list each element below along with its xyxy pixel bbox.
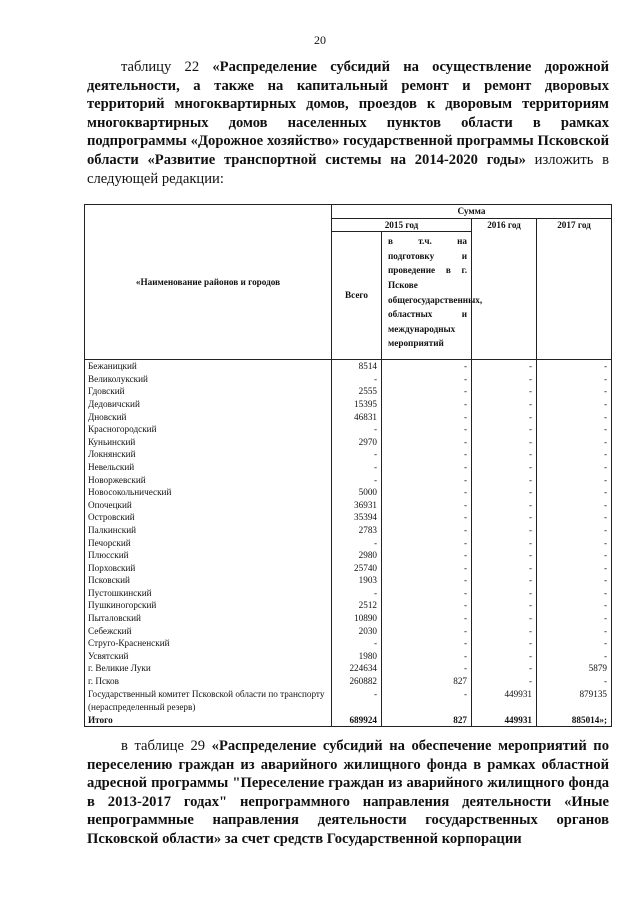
total-2015: 5000 (332, 486, 382, 499)
total-2015: - (332, 423, 382, 436)
value-2016: - (472, 385, 537, 398)
paragraph-tail: изложить в следующей редакции: (87, 151, 610, 187)
value-2017: - (537, 549, 612, 562)
value-2016: - (472, 373, 537, 386)
incl-events-2015: - (382, 549, 472, 562)
value-2016: - (472, 411, 537, 424)
district-name: Псковский (85, 574, 332, 587)
table-row (85, 411, 612, 424)
table-row (85, 524, 612, 537)
value-2017: - (537, 587, 612, 600)
total-2015: 1903 (332, 574, 382, 587)
header-name-column: «Наименование районов и городов (85, 205, 332, 360)
table-row (85, 511, 612, 524)
total-2015: 46831 (332, 411, 382, 424)
table-row (85, 625, 612, 638)
header-incl-events: в т.ч. на подготовку и проведение в г. Пскове общегосударственных, областных и международных мероприятий (382, 232, 472, 360)
total-2015: - (332, 461, 382, 474)
incl-events-2015: - (382, 423, 472, 436)
value-2017: - (537, 625, 612, 638)
table-row (85, 599, 612, 612)
value-2016: - (472, 650, 537, 663)
value-2017: - (537, 511, 612, 524)
subsidy-table (84, 204, 612, 727)
district-name: Струго-Красненский (85, 637, 332, 650)
value-2017: - (537, 499, 612, 512)
incl-events-2015: - (382, 436, 472, 449)
table-22-title: «Распределение субсидий на осуществление дорожной деятельности, а также на капитальный ремонт и ремонт дворовых территорий многоквартирных домов, проездов к дворовым территориям многоквартирных домов населенных пунктов области в рамках подпрограммы «Дорожное хозяйство» государственной программы Псковской области «Развитие транспортной системы на 2014-2020 годы» (87, 59, 609, 168)
value-2017: 5879 (537, 662, 612, 675)
total-2015: 689924 (332, 714, 382, 727)
total-2015: 10890 (332, 612, 382, 625)
value-2016: 449931 (472, 688, 537, 714)
header-year-2015: 2015 год (332, 218, 472, 232)
incl-events-2015: - (382, 662, 472, 675)
value-2016: - (472, 423, 537, 436)
table-row (85, 474, 612, 487)
value-2016: - (472, 587, 537, 600)
value-2016: - (472, 549, 537, 562)
table-row (85, 448, 612, 461)
district-name: Опочецкий (85, 499, 332, 512)
value-2016: - (472, 625, 537, 638)
value-2016: - (472, 637, 537, 650)
total-2015: - (332, 537, 382, 550)
value-2017: - (537, 537, 612, 550)
value-2017: - (537, 574, 612, 587)
paragraph-table-29 (87, 737, 609, 849)
total-2015: 25740 (332, 562, 382, 575)
table-row (85, 385, 612, 398)
district-name: Островский (85, 511, 332, 524)
table-row (85, 499, 612, 512)
district-name: Красногородский (85, 423, 332, 436)
district-name: Невельский (85, 461, 332, 474)
incl-events-2015: - (382, 612, 472, 625)
incl-events-2015: - (382, 461, 472, 474)
district-name: Порховский (85, 562, 332, 575)
district-name: Великолукский (85, 373, 332, 386)
value-2016: - (472, 662, 537, 675)
incl-events-2015: - (382, 360, 472, 373)
total-2015: 2970 (332, 436, 382, 449)
value-2016: - (472, 562, 537, 575)
value-2016: - (472, 675, 537, 688)
total-2015: - (332, 688, 382, 714)
paragraph-intro: в таблице 29 (121, 738, 212, 754)
value-2016: 449931 (472, 714, 537, 727)
value-2017: - (537, 423, 612, 436)
incl-events-2015: - (382, 411, 472, 424)
table-row (85, 537, 612, 550)
total-2015: - (332, 448, 382, 461)
value-2017: - (537, 411, 612, 424)
table-row (85, 688, 612, 714)
table-row (85, 461, 612, 474)
total-2015: 224634 (332, 662, 382, 675)
district-name: Дновский (85, 411, 332, 424)
district-name: Локнянский (85, 448, 332, 461)
value-2017: 885014»; (537, 714, 612, 727)
table-row (85, 662, 612, 675)
table-row (85, 373, 612, 386)
value-2016: - (472, 524, 537, 537)
table-row (85, 436, 612, 449)
district-name: Пушкиногорский (85, 599, 332, 612)
incl-events-2015: - (382, 650, 472, 663)
district-name: Себежский (85, 625, 332, 638)
table-row (85, 360, 612, 373)
value-2017: - (537, 486, 612, 499)
table-row (85, 574, 612, 587)
district-name: Печорский (85, 537, 332, 550)
incl-events-2015: - (382, 499, 472, 512)
total-2015: - (332, 474, 382, 487)
incl-events-2015: - (382, 474, 472, 487)
table-row (85, 612, 612, 625)
total-2015: - (332, 373, 382, 386)
total-2015: 1980 (332, 650, 382, 663)
value-2016: - (472, 436, 537, 449)
value-2016: - (472, 511, 537, 524)
district-name: Государственный комитет Псковской области по транспорту (нераспределенный резерв) (85, 688, 332, 714)
incl-events-2015: - (382, 688, 472, 714)
district-name: г. Псков (85, 675, 332, 688)
value-2016: - (472, 599, 537, 612)
value-2016: - (472, 499, 537, 512)
value-2017: - (537, 637, 612, 650)
incl-events-2015: - (382, 574, 472, 587)
incl-events-2015: - (382, 599, 472, 612)
table-row (85, 562, 612, 575)
incl-events-2015: 827 (382, 675, 472, 688)
value-2017: - (537, 373, 612, 386)
table-row (85, 398, 612, 411)
value-2016: - (472, 360, 537, 373)
table-row (85, 650, 612, 663)
incl-events-2015: - (382, 448, 472, 461)
table-body (85, 360, 612, 727)
district-name: Палкинский (85, 524, 332, 537)
incl-events-2015: - (382, 562, 472, 575)
paragraph-table-22 (87, 58, 609, 188)
incl-events-2015: - (382, 486, 472, 499)
table-29-title: «Распределение субсидий на обеспечение мероприятий по переселению граждан из аварийного жилищного фонда в рамках областной адресной программы "Переселение граждан из аварийного жилищного фонда в 2013-2017 годах" непрограммного направления деятельности «Иные непрограммные направления деятельности государственных органов Псковской области» за счет средств Государственной корпорации (87, 738, 610, 847)
header-sum: Сумма (332, 205, 612, 219)
incl-events-2015: - (382, 524, 472, 537)
value-2016: - (472, 537, 537, 550)
total-2015: 2512 (332, 599, 382, 612)
total-2015: 15395 (332, 398, 382, 411)
district-name: Плюсский (85, 549, 332, 562)
value-2016: - (472, 574, 537, 587)
district-name: Новосокольнический (85, 486, 332, 499)
total-2015: 36931 (332, 499, 382, 512)
incl-events-2015: - (382, 511, 472, 524)
value-2017: - (537, 360, 612, 373)
table-row (85, 587, 612, 600)
district-name: Новоржевский (85, 474, 332, 487)
incl-events-2015: - (382, 625, 472, 638)
value-2017: - (537, 612, 612, 625)
incl-events-2015: - (382, 385, 472, 398)
incl-events-2015: - (382, 537, 472, 550)
value-2017: - (537, 436, 612, 449)
total-2015: 2555 (332, 385, 382, 398)
value-2016: - (472, 474, 537, 487)
header-year-2017: 2017 год (537, 218, 612, 360)
district-name: Пыталовский (85, 612, 332, 625)
district-name: Пустошкинский (85, 587, 332, 600)
incl-events-2015: - (382, 398, 472, 411)
district-name: Итого (85, 714, 332, 727)
incl-events-2015: - (382, 637, 472, 650)
value-2017: - (537, 385, 612, 398)
district-name: Бежаницкий (85, 360, 332, 373)
incl-events-2015: - (382, 587, 472, 600)
value-2016: - (472, 461, 537, 474)
table-total-row (85, 714, 612, 727)
value-2016: - (472, 486, 537, 499)
header-year-2016: 2016 год (472, 218, 537, 360)
total-2015: 8514 (332, 360, 382, 373)
district-name: Дедовичский (85, 398, 332, 411)
value-2017: - (537, 675, 612, 688)
value-2017: - (537, 562, 612, 575)
incl-events-2015: 827 (382, 714, 472, 727)
district-name: Усвятский (85, 650, 332, 663)
total-2015: 35394 (332, 511, 382, 524)
value-2016: - (472, 448, 537, 461)
district-name: Куньинский (85, 436, 332, 449)
page-number: 20 (314, 33, 326, 47)
total-2015: - (332, 587, 382, 600)
total-2015: 2980 (332, 549, 382, 562)
value-2017: - (537, 461, 612, 474)
table-row (85, 549, 612, 562)
table-row (85, 675, 612, 688)
total-2015: 2783 (332, 524, 382, 537)
header-total: Всего (332, 232, 382, 360)
value-2017: 879135 (537, 688, 612, 714)
total-2015: 2030 (332, 625, 382, 638)
district-name: Гдовский (85, 385, 332, 398)
value-2017: - (537, 448, 612, 461)
value-2016: - (472, 612, 537, 625)
value-2017: - (537, 599, 612, 612)
total-2015: 260882 (332, 675, 382, 688)
value-2017: - (537, 474, 612, 487)
value-2016: - (472, 398, 537, 411)
value-2017: - (537, 650, 612, 663)
paragraph-intro: таблицу 22 (121, 59, 213, 75)
value-2017: - (537, 398, 612, 411)
table-row (85, 486, 612, 499)
incl-events-2015: - (382, 373, 472, 386)
total-2015: - (332, 637, 382, 650)
value-2017: - (537, 524, 612, 537)
table-row (85, 637, 612, 650)
district-name: г. Великие Луки (85, 662, 332, 675)
table-row (85, 423, 612, 436)
